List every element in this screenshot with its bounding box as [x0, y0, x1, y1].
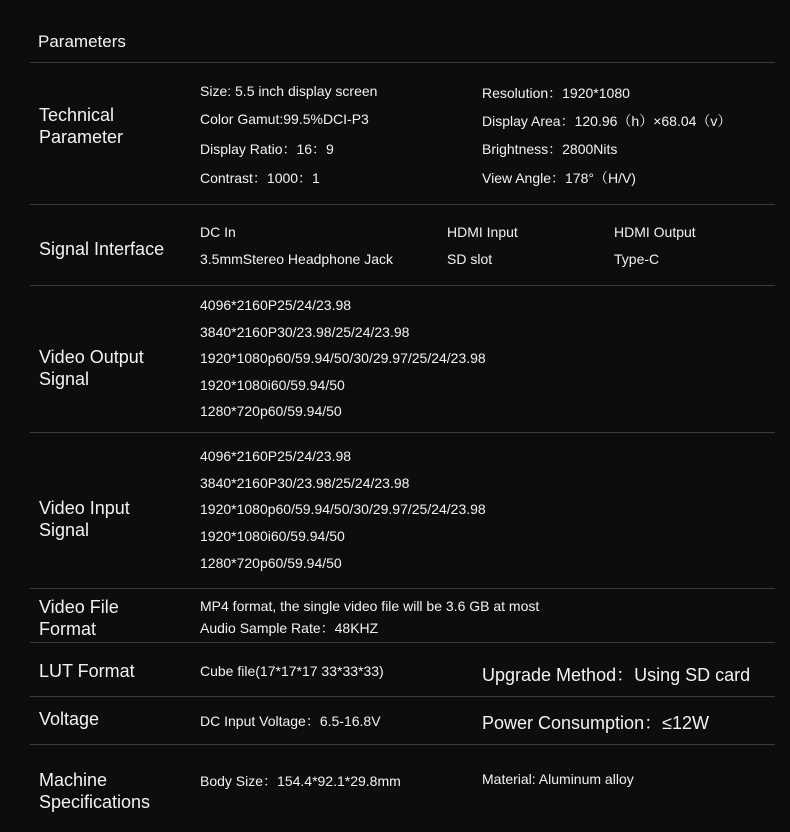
video-output-line: 1920*1080p60/59.94/50/30/29.97/25/24/23.98 [200, 350, 486, 366]
brightness-value: Brightness：2800Nits [482, 141, 618, 157]
type-c-value: Type-C [614, 251, 660, 267]
video-input-line: 3840*2160P30/23.98/25/24/23.98 [200, 475, 410, 491]
machine-specifications-label: Machine Specifications [39, 770, 151, 812]
video-output-line: 1280*720p60/59.94/50 [200, 403, 342, 419]
divider [30, 696, 775, 697]
hdmi-input-value: HDMI Input [447, 224, 518, 240]
video-output-line: 3840*2160P30/23.98/25/24/23.98 [200, 324, 410, 340]
video-output-label: Video Output Signal [39, 347, 144, 389]
lut-format-label: LUT Format [39, 661, 135, 681]
dc-in-value: DC In [200, 224, 236, 240]
video-input-line: 1920*1080p60/59.94/50/30/29.97/25/24/23.98 [200, 501, 486, 517]
hdmi-output-value: HDMI Output [614, 224, 696, 240]
color-gamut-value: Color Gamut:99.5%DCI-P3 [200, 111, 369, 127]
upgrade-method-value: Upgrade Method：Using SD card [482, 665, 751, 685]
body-size-value: Body Size：154.4*92.1*29.8mm [200, 773, 401, 789]
signal-interface-label: Signal Interface [39, 239, 165, 259]
page-title: Parameters [38, 32, 126, 51]
voltage-label: Voltage [39, 709, 100, 729]
display-ratio-value: Display Ratio：16：9 [200, 141, 334, 157]
file-format-value: MP4 format, the single video file will be 3.6 GB at most [200, 598, 540, 614]
divider [30, 744, 775, 745]
power-consumption-value: Power Consumption：≤12W [482, 713, 709, 733]
sd-slot-value: SD slot [447, 251, 493, 267]
lut-format-value: Cube file(17*17*17 33*33*33) [200, 663, 384, 679]
contrast-value: Contrast：1000：1 [200, 170, 320, 186]
size-value: Size: 5.5 inch display screen [200, 83, 378, 99]
divider [30, 588, 775, 589]
divider [30, 204, 775, 205]
view-angle-value: View Angle：178°（H/V) [482, 170, 636, 186]
audio-sample-rate-value: Audio Sample Rate：48KHZ [200, 620, 379, 636]
video-input-line: 1920*1080i60/59.94/50 [200, 528, 345, 544]
divider [30, 432, 775, 433]
divider [30, 642, 775, 643]
video-output-line: 4096*2160P25/24/23.98 [200, 297, 352, 313]
video-input-label: Video Input Signal [39, 498, 130, 540]
resolution-value: Resolution：1920*1080 [482, 85, 630, 101]
headphone-jack-value: 3.5mmStereo Headphone Jack [200, 251, 393, 267]
technical-parameter-label: Technical Parameter [39, 105, 124, 147]
display-area-value: Display Area：120.96（h）×68.04（v） [482, 113, 732, 129]
parameters-sheet [30, 0, 775, 832]
video-output-line: 1920*1080i60/59.94/50 [200, 377, 345, 393]
material-value: Material: Aluminum alloy [482, 771, 634, 787]
video-input-line: 4096*2160P25/24/23.98 [200, 448, 352, 464]
divider [30, 62, 775, 63]
video-input-line: 1280*720p60/59.94/50 [200, 555, 342, 571]
dc-input-voltage-value: DC Input Voltage：6.5-16.8V [200, 713, 381, 729]
divider [30, 285, 775, 286]
video-file-format-label: Video File Format [39, 597, 119, 639]
